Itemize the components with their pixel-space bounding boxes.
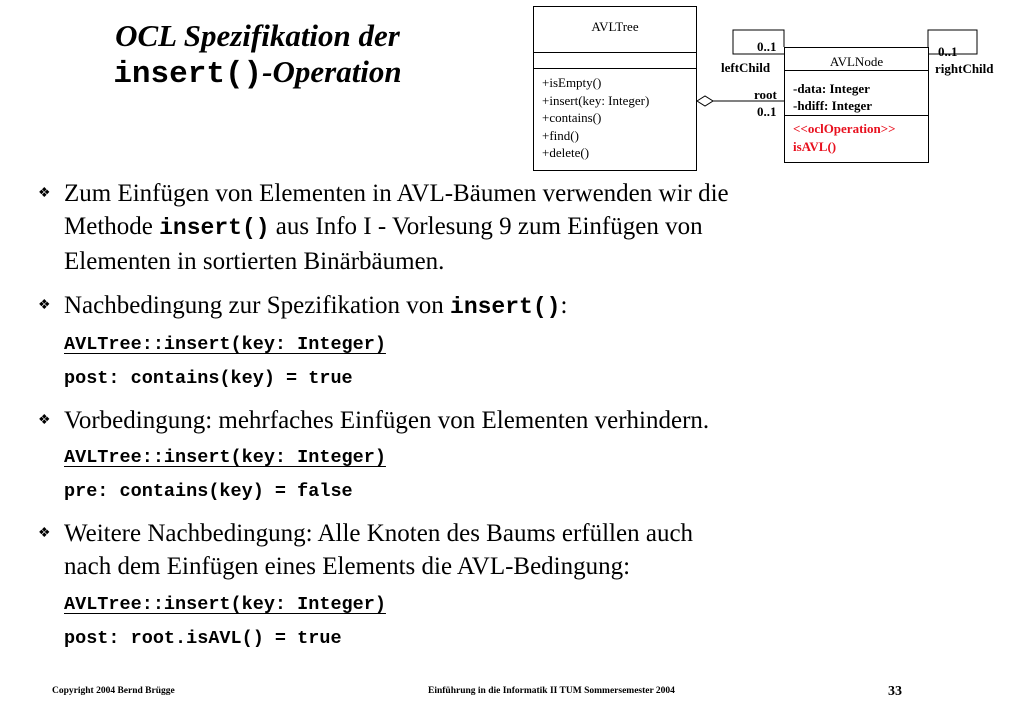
bullet-3-text: Vorbedingung: mehrfaches Einfügen von Elementen verhindern. [64,407,710,434]
diamond-bullet-icon: ❖ [38,526,51,541]
bullet-2-code: insert() [450,294,561,320]
page-number: 33 [888,684,902,699]
diamond-bullet-icon: ❖ [38,186,51,201]
bullet-1-line-3: Elementen in sortierten Binärbäumen. [64,248,445,275]
avlnode-operations [793,120,896,155]
code-header-3: AVLTree::insert(key: Integer) [64,594,386,615]
bullet-2-text [64,289,934,324]
avlnode-attributes [793,80,872,114]
bullet-4-line-2: nach dem Einfügen eines Elements die AVL-Bedingung: [64,553,631,580]
diamond-bullet-icon: ❖ [38,298,51,313]
right-child-role: rightChild [935,61,994,76]
footer-course: Einführung in die Informatik II TUM Sommersemester 2004 [428,686,675,696]
avltree-class-name: AVLTree [591,19,639,34]
avlnode-attribute: -hdiff: Integer [793,98,873,113]
avlnode-separator-2 [785,115,928,116]
code-body-3: post: root.isAVL() = true [64,628,342,649]
composition-diamond-icon [697,96,713,106]
right-child-multiplicity: 0..1 [938,44,958,59]
avltree-operation: +insert(key: Integer) [542,92,650,108]
title-line-1: OCL Spezifikation der [115,18,400,53]
bullet-1-line-2-pre: Methode [64,213,160,240]
avltree-operation: +contains() [542,110,602,125]
avlnode-class [784,47,929,163]
avltree-operation: +find() [542,127,579,143]
avlnode-separator-1 [785,70,928,71]
root-role: root [754,87,777,102]
avlnode-operation: isAVL() [793,138,837,154]
avlnode-attribute: -data: Integer [793,81,870,96]
left-child-multiplicity: 0..1 [757,39,777,54]
bullet-4-line-1: Weitere Nachbedingung: Alle Knoten des Baums erfüllen auch [64,520,694,547]
bullet-1-line-2 [64,210,934,245]
avltree-class [533,6,697,171]
bullet-1-text [64,177,934,278]
code-body-2: pre: contains(key) = false [64,481,353,502]
ocl-stereotype: <<oclOperation>> [793,121,896,136]
avltree-operation: +isEmpty() [542,75,602,90]
title-rest: -Operation [262,54,402,89]
avltree-separator-1 [534,52,696,53]
bullet-2-post: : [560,292,568,319]
left-child-role: leftChild [721,60,771,75]
title-code: insert() [113,57,263,92]
bullet-1-line-2-post: aus Info I - Vorlesung 9 zum Einfügen von [269,213,703,240]
avltree-separator-2 [534,68,696,69]
avlnode-class-name: AVLNode [829,54,884,69]
avltree-operations [542,74,649,162]
avltree-operation: +delete() [542,145,590,160]
code-header-1: AVLTree::insert(key: Integer) [64,334,386,355]
root-multiplicity: 0..1 [757,104,777,119]
diamond-bullet-icon: ❖ [38,413,51,428]
bullet-4-text [64,517,934,583]
bullet-1-line-1: Zum Einfügen von Elementen in AVL-Bäumen verwenden wir die [64,180,729,207]
bullet-2-pre: Nachbedingung zur Spezifikation von [64,292,451,319]
footer-copyright: Copyright 2004 Bernd Brügge [52,686,175,696]
code-header-2: AVLTree::insert(key: Integer) [64,447,386,468]
code-body-1: post: contains(key) = true [64,368,353,389]
bullet-1-code: insert() [159,215,270,241]
